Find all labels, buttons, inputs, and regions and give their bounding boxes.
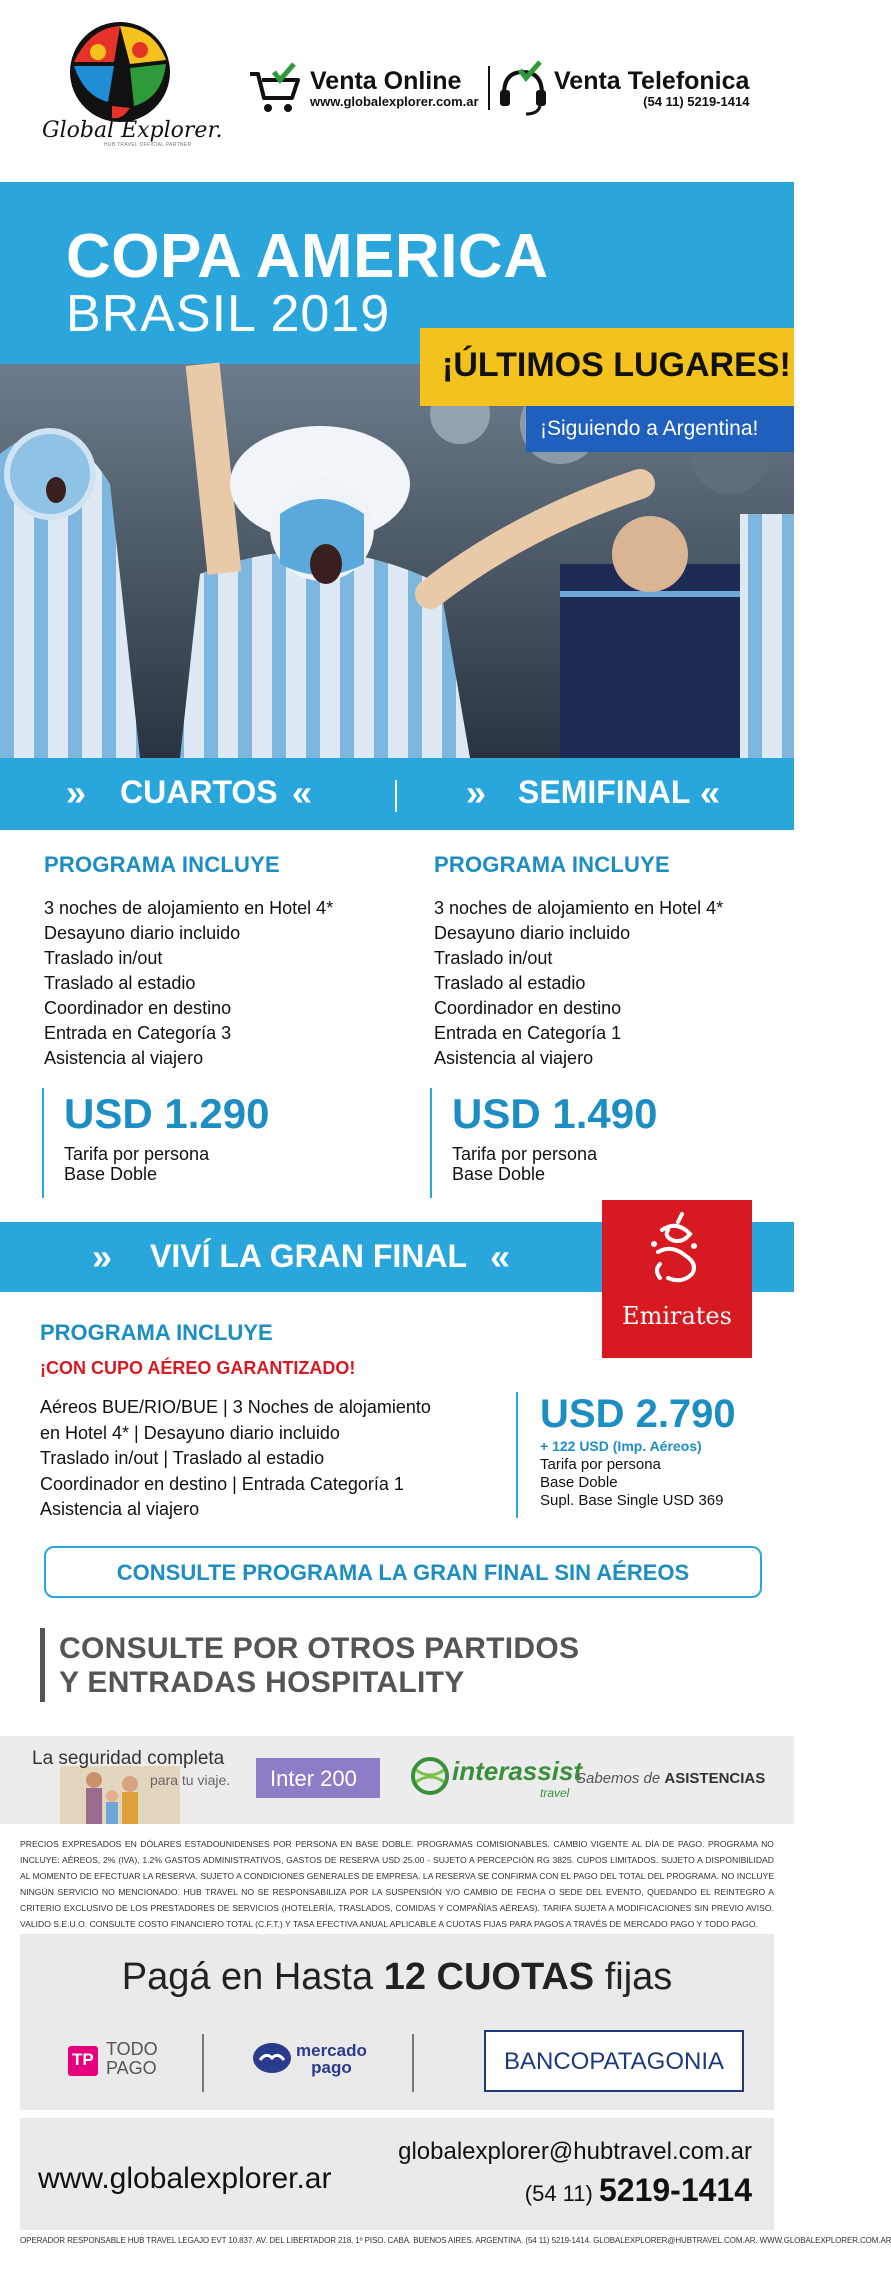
- mercadopago-logo: [252, 2028, 382, 2094]
- phone-sales[interactable]: [498, 64, 750, 124]
- headset-icon: [498, 64, 548, 116]
- phone-link[interactable]: [525, 2172, 752, 2209]
- rounds-divider: [395, 780, 397, 812]
- semifinal-label: SEMIFINAL: [518, 774, 691, 810]
- logo-wordmark: Global Explorer.: [42, 118, 223, 143]
- insurance-tagline-bold: ASISTENCIAS: [664, 1770, 766, 1787]
- other-matches-line: Y ENTRADAS HOSPITALITY: [59, 1666, 465, 1699]
- double-chevron-left-icon: «: [292, 772, 313, 813]
- program-item: 3 noches de alojamiento en Hotel 4*: [44, 898, 334, 918]
- price-note-line: Supl. Base Single USD 369: [540, 1492, 724, 1509]
- price-note-line: Tarifa por persona: [452, 1144, 598, 1164]
- rounds-band: [0, 758, 794, 830]
- program-item: Entrada en Categoría 3: [44, 1023, 232, 1043]
- insurance-tagline: [576, 1770, 765, 1787]
- program-item: Traslado in/out: [44, 948, 163, 968]
- phone-number: 5219-1414: [598, 2172, 752, 2208]
- mercadopago-wordmark: [296, 2042, 367, 2076]
- price-note-line: Base Doble: [452, 1164, 546, 1184]
- other-matches-callout: [40, 1628, 660, 1702]
- double-chevron-right-icon: »: [66, 772, 87, 813]
- program-list: [434, 896, 794, 1071]
- header: [0, 0, 794, 182]
- legal-terms: PRECIOS EXPRESADOS EN DÓLARES ESTADOUNIDENSES POR PERSONA EN BASE DOBLE. PROGRAMAS COMISIONABLES. CAMBIO VIGENTE AL DÍA DE PAGO. PROGRAMA NO INCLUYE: AÉREOS, 2% (IVA), 1.2% GASTOS ADMINISTRATIVOS, GASTOS DE RESERVA USD 25.00 - SUJETO A PERCEPCIÓN RG 3825. CUPOS LIMITADOS. SUJETO A DISPONIBILIDAD AL MOMENTO DE EFECTUAR LA RESERVA. SUJETO A CONDICIONES GENERALES DE EMPRESA. LA RESERVA SE CONFIRMA CON EL PAGO DEL TOTAL DEL PROGRAMA. NO INCLUYE NINGÚN SERVICIO NO MENCIONADO. HUB TRAVEL NO SE RESPONSABILIZA POR LA SUSPENSIÓN Y/O CAMBIO DE FECHA O SEDE DEL EVENTO, QUEDANDO EL REINTEGRO A CRITERIO EXCLUSIVO DE LOS PRESTADORES DE SERVICIOS (HOTELERÍA, TRASLADOS, COMIDAS Y COMPAÑÍAS AÉREAS). TARIFA SUJETA A MODIFICACIONES SIN PREVIO AVISO. VALIDO S.E.U.O. CONSULTE COSTO FINANCIERO TOTAL (C.F.T.) Y TASA EFECTIVA ANUAL APLICABLE A CUOTAS FIJAS PARA PAGOS A TRAVÉS DE MERCADO PAGO Y TODO PAGO.: [20, 1839, 774, 1929]
- todopago-word: PAGO: [106, 2058, 157, 2078]
- following-argentina-text: ¡Siguiendo a Argentina!: [540, 417, 759, 440]
- mercadopago-word: pago: [311, 2058, 352, 2077]
- online-sales-title: Venta Online: [310, 67, 462, 95]
- interassist-sub: travel: [540, 1786, 570, 1800]
- bancopatagonia-logo: [484, 2030, 744, 2092]
- installments-prefix: Pagá en Hasta: [121, 1956, 374, 1998]
- program-item: Traslado al estadio: [44, 973, 196, 993]
- final-label: VIVÍ LA GRAN FINAL: [150, 1238, 468, 1274]
- handshake-icon: [252, 2042, 292, 2074]
- program-item: Coordinador en destino | Entrada Categoría 1: [40, 1473, 404, 1494]
- flight-guarantee: ¡CON CUPO AÉREO GARANTIZADO!: [40, 1358, 356, 1378]
- price-note: [540, 1456, 723, 1510]
- price-note: [452, 1144, 597, 1184]
- program-list: [40, 1395, 510, 1523]
- program-item: en Hotel 4* | Desayuno diario incluido: [40, 1422, 340, 1443]
- program-item: Traslado al estadio: [434, 973, 586, 993]
- hero-subtitle: BRASIL 2019: [66, 285, 391, 343]
- price-amount: USD 1.290: [64, 1090, 270, 1137]
- insurance-plan-label: Inter 200: [270, 1766, 357, 1791]
- program-item: Coordinador en destino: [434, 998, 622, 1018]
- consult-final-label: CONSULTE PROGRAMA LA GRAN FINAL SIN AÉREOS: [116, 1560, 690, 1585]
- program-item: Asistencia al viajero: [434, 1048, 594, 1068]
- quarterfinal-label: CUARTOS: [120, 774, 278, 810]
- emirates-wordmark: Emirates: [622, 1302, 732, 1330]
- website-link[interactable]: www.globalexplorer.ar: [38, 2162, 332, 2195]
- phone-prefix: (54 11): [524, 2181, 593, 2206]
- following-argentina-tag: [526, 406, 794, 452]
- online-sales-url[interactable]: www.globalexplorer.com.ar: [310, 94, 479, 109]
- last-places-text: ¡ÚLTIMOS LUGARES!: [442, 346, 791, 384]
- logo-tagline: HUB TRAVEL OFFICIAL PARTNER: [104, 142, 192, 148]
- hero-title: COPA AMERICA: [66, 222, 549, 291]
- double-chevron-left-icon: «: [490, 1236, 511, 1277]
- emirates-logo: [602, 1200, 752, 1358]
- consult-final-button[interactable]: [44, 1546, 762, 1598]
- program-item: Asistencia al viajero: [44, 1048, 204, 1068]
- semifinal-program: [434, 852, 794, 1071]
- shopping-cart-icon: [248, 64, 304, 116]
- contact-box: [20, 2118, 774, 2230]
- payment-box: [20, 1934, 774, 2110]
- program-item: Entrada en Categoría 1: [434, 1023, 622, 1043]
- program-list: [44, 896, 404, 1071]
- installments-title: [20, 1956, 774, 1999]
- program-item: Traslado in/out | Traslado al estadio: [40, 1448, 325, 1468]
- program-item: Aéreos BUE/RIO/BUE | 3 Noches de alojamiento: [40, 1397, 431, 1417]
- price-note-line: Base Doble: [540, 1474, 618, 1491]
- insurance-tagline-prefix: Sabemos de: [576, 1770, 661, 1787]
- last-places-banner: [420, 328, 794, 406]
- mercadopago-word: mercado: [296, 2041, 367, 2060]
- program-heading: PROGRAMA INCLUYE: [40, 1320, 273, 1345]
- installments-bold: 12 CUOTAS: [383, 1956, 595, 1998]
- todopago-wordmark: [106, 2040, 158, 2078]
- operator-legal: OPERADOR RESPONSABLE HUB TRAVEL LEGAJO EVT 10.837. AV. DEL LIBERTADOR 218, 1º PISO. CABA. BUENOS AIRES. ARGENTINA. (54 11) 5219-1414. GLOBALEXPLORER@HUBTRAVEL.COM.AR. WWW.GLOBALEXPLORER.COM.AR: [20, 2236, 891, 2245]
- interassist-wordmark: interassist: [452, 1756, 583, 1786]
- program-item: Desayuno diario incluido: [434, 923, 631, 943]
- todopago-word: TODO: [106, 2039, 158, 2059]
- final-price: [516, 1392, 776, 1518]
- double-chevron-right-icon: »: [466, 772, 487, 813]
- final-program: [40, 1320, 510, 1523]
- phone-sales-number[interactable]: (54 11) 5219-1414: [643, 94, 750, 109]
- program-item: Desayuno diario incluido: [44, 923, 241, 943]
- program-heading: PROGRAMA INCLUYE: [44, 852, 280, 877]
- other-matches-line: CONSULTE POR OTROS PARTIDOS: [59, 1632, 580, 1665]
- air-taxes: + 122 USD (Imp. Aéreos): [540, 1438, 702, 1454]
- email-link[interactable]: globalexplorer@hubtravel.com.ar: [398, 2138, 752, 2165]
- quarterfinal-program: [44, 852, 404, 1071]
- program-item: Traslado in/out: [434, 948, 553, 968]
- online-sales[interactable]: [248, 64, 479, 124]
- payment-divider: [412, 2034, 414, 2092]
- program-item: 3 noches de alojamiento en Hotel 4*: [434, 898, 724, 918]
- price-amount: USD 1.490: [452, 1090, 658, 1137]
- phone-sales-title: Venta Telefonica: [554, 67, 750, 95]
- emirates-calligraphy-icon: [602, 1200, 752, 1300]
- insurance-slogan: La seguridad completa: [32, 1748, 225, 1769]
- todopago-logo: [68, 2028, 178, 2094]
- bancopatagonia-wordmark: BANCOPATAGONIA: [503, 2048, 725, 2075]
- price-amount: USD 2.790: [540, 1392, 736, 1436]
- payment-divider: [202, 2034, 204, 2092]
- double-chevron-left-icon: «: [700, 772, 721, 813]
- quarterfinal-price: [42, 1088, 302, 1198]
- double-chevron-right-icon: »: [92, 1236, 113, 1277]
- todopago-icon: TP: [68, 2046, 98, 2076]
- price-note-line: Base Doble: [64, 1164, 158, 1184]
- interassist-globe-icon: [410, 1756, 450, 1796]
- program-heading: PROGRAMA INCLUYE: [434, 852, 670, 877]
- program-item: Coordinador en destino: [44, 998, 232, 1018]
- hero-banner: [0, 182, 794, 758]
- price-note-line: Tarifa por persona: [64, 1144, 210, 1164]
- semifinal-price: [430, 1088, 690, 1198]
- insurance-banner[interactable]: [0, 1736, 794, 1824]
- price-note: [64, 1144, 209, 1184]
- installments-suffix: fijas: [604, 1956, 673, 1998]
- price-note-line: Tarifa por persona: [540, 1456, 661, 1473]
- header-divider: [488, 66, 490, 110]
- program-item: Asistencia al viajero: [40, 1499, 200, 1519]
- insurance-plan-badge: [256, 1758, 380, 1798]
- insurance-slogan-sub: para tu viaje.: [150, 1772, 231, 1788]
